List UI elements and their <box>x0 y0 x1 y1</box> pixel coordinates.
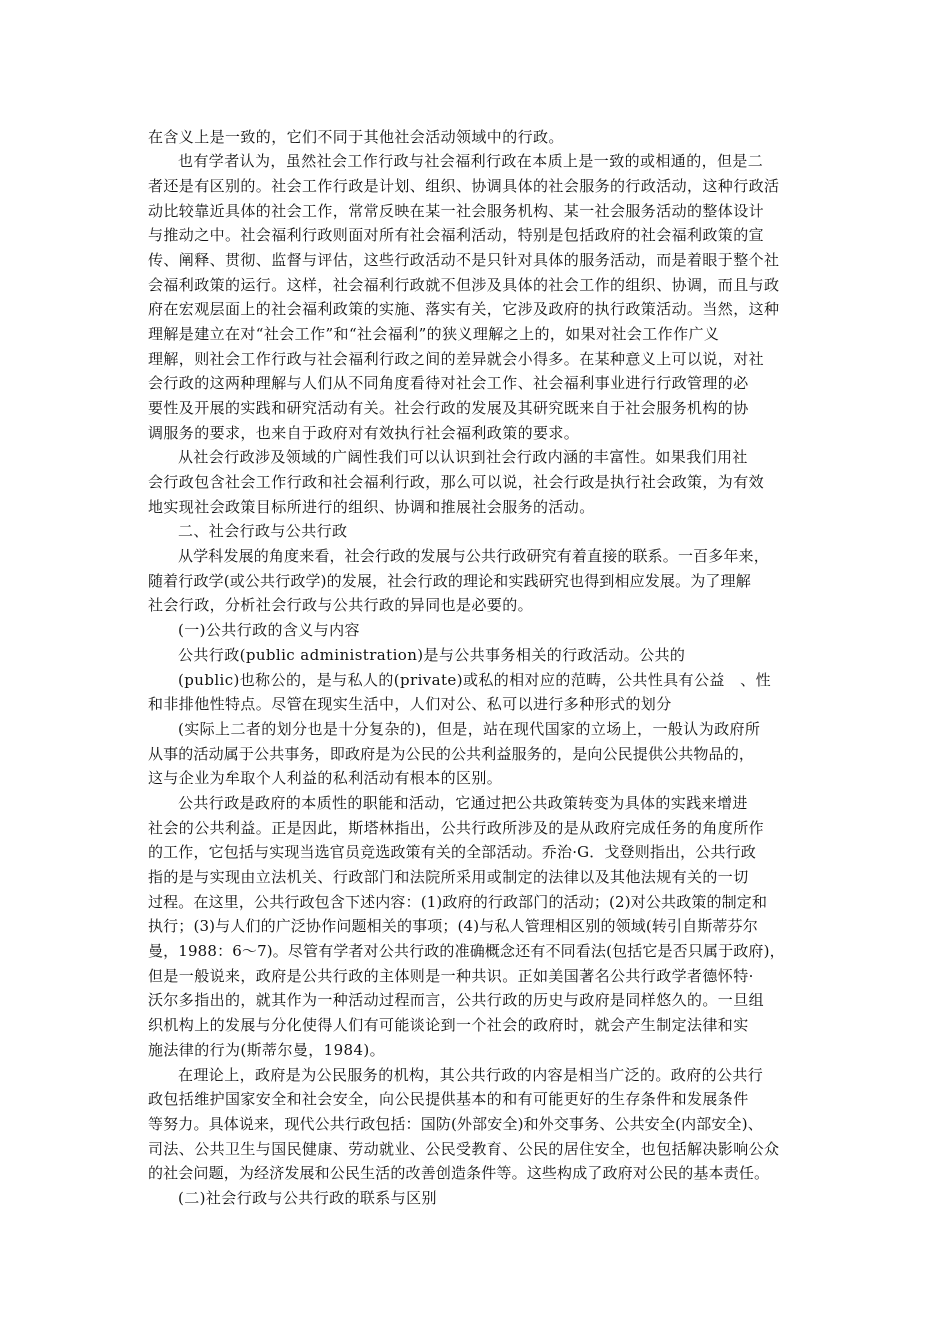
text-line: (public)也称公的，是与私人的(private)或私的相对应的范畴，公共性具有公益 、性 <box>178 671 771 689</box>
text-line: 等努力。具体说来，现代公共行政包括：国防(外部安全)和外交事务、公共安全(内部安全)、 <box>148 1115 763 1133</box>
paragraph-start: 从学科发展的角度来看，社会行政的发展与公共行政研究有着直接的联系。一百多年来， <box>178 547 769 565</box>
text-line: 在含义上是一致的，它们不同于其他社会活动领域中的行政。 <box>148 128 564 146</box>
text-line: 社会的公共利益。正是因此，斯塔林指出，公共行政所涉及的是从政府完成任务的角度所作 <box>148 819 765 837</box>
text-line: 要性及开展的实践和研究活动有关。社会行政的发展及其研究既来自于社会服务机构的协 <box>148 399 749 417</box>
text-line: 政包括维护国家安全和社会安全，向公民提供基本的和有可能更好的生存条件和发展条件 <box>148 1090 749 1108</box>
text-line: 社会行政，分析社会行政与公共行政的异同也是必要的。 <box>148 596 534 614</box>
section-heading: 二、社会行政与公共行政 <box>178 522 348 540</box>
text-line: 织机构上的发展与分化使得人们有可能谈论到一个社会的政府时，就会产生制定法律和实 <box>148 1016 749 1034</box>
text-line: 理解是建立在对“社会工作”和“社会福利”的狭义理解之上的，如果对社会工作作广义 <box>148 325 720 343</box>
text-line: (实际上二者的划分也是十分复杂的)，但是，站在现代国家的立场上，一般认为政府所 <box>178 720 761 738</box>
text-line: 理解，则社会工作行政与社会福利行政之间的差异就会小得多。在某种意义上可以说，对社 <box>148 350 765 368</box>
text-line: 地实现社会政策目标所进行的组织、协调和推展社会服务的活动。 <box>148 498 595 516</box>
text-line: 这与企业为牟取个人利益的私利活动有根本的区别。 <box>148 769 503 787</box>
text-line: 者还是有区别的。社会工作行政是计划、组织、协调具体的社会服务的行政活动，这种行政活 <box>148 177 780 195</box>
text-line: 会福利政策的运行。这样，社会福利行政就不但涉及具体的社会工作的组织、协调，而且与政 <box>148 276 780 294</box>
paragraph-start: 在理论上，政府是为公民服务的机构，其公共行政的内容是相当广泛的。政府的公共行 <box>178 1066 764 1084</box>
paragraph-start: 也有学者认为，虽然社会工作行政与社会福利行政在本质上是一致的或相通的，但是二 <box>178 152 764 170</box>
subsection-heading: (二)社会行政与公共行政的联系与区别 <box>178 1189 437 1207</box>
text-line: 传、阐释、贯彻、监督与评估，这些行政活动不是只针对具体的服务活动，而是着眼于整个社 <box>148 251 780 269</box>
text-line: 沃尔多指出的，就其作为一种活动过程而言，公共行政的历史与政府是同样悠久的。一旦组 <box>148 991 765 1009</box>
text-line: 从事的活动属于公共事务，即政府是为公民的公共利益服务的，是向公民提供公共物品的， <box>148 745 755 763</box>
paragraph-start: 从社会行政涉及领域的广阔性我们可以认识到社会行政内涵的丰富性。如果我们用社 <box>178 448 748 466</box>
text-line: 动比较靠近具体的社会工作，常常反映在某一社会服务机构、某一社会服务活动的整体设计 <box>148 202 765 220</box>
text-line: 但是一般说来，政府是公共行政的主体则是一种共识。正如美国著名公共行政学者德怀特· <box>148 967 754 985</box>
text-line: 指的是与实现由立法机关、行政部门和法院所采用或制定的法律以及其他法规有关的一切 <box>148 868 749 886</box>
text-line: 会行政包含社会工作行政和社会福利行政，那么可以说，社会行政是执行社会政策，为有效 <box>148 473 765 491</box>
text-line: 执行；(3)与人们的广泛协作问题相关的事项；(4)与私人管理相区别的领域(转引自斯蒂芬尔 <box>148 917 758 935</box>
text-line: 随着行政学(或公共行政学)的发展，社会行政的理论和实践研究也得到相应发展。为了理解 <box>148 572 751 590</box>
text-line: 的工作，它包括与实现当选官员竞选政策有关的全部活动。乔治·G．戈登则指出，公共行政 <box>148 843 756 861</box>
text-line: 调服务的要求，也来自于政府对有效执行社会福利政策的要求。 <box>148 424 580 442</box>
subsection-heading: (一)公共行政的含义与内容 <box>178 621 360 639</box>
paragraph-start: 公共行政(public administration)是与公共事务相关的行政活动。公共的 <box>178 646 686 664</box>
text-line: 施法律的行为(斯蒂尔曼，1984)。 <box>148 1041 386 1059</box>
text-line: 的社会问题，为经济发展和公民生活的改善创造条件等。这些构成了政府对公民的基本责任。 <box>148 1164 770 1182</box>
text-line: 和非排他性特点。尽管在现实生活中，人们对公、私可以进行多种形式的划分 <box>148 695 672 713</box>
text-line: 司法、公共卫生与国民健康、劳动就业、公民受教育、公民的居住安全，也包括解决影响公众 <box>148 1140 780 1158</box>
text-line: 过程。在这里，公共行政包含下述内容：(1)政府的行政部门的活动；(2)对公共政策的制定和 <box>148 893 768 911</box>
paragraph-start: 公共行政是政府的本质性的职能和活动，它通过把公共政策转变为具体的实践来增进 <box>178 794 748 812</box>
text-line: 与推动之中。社会福利行政则面对所有社会福利活动，特别是包括政府的社会福利政策的宣 <box>148 226 765 244</box>
text-line: 曼，1988：6～7)。尽管有学者对公共行政的准确概念还有不同看法(包括它是否只属于政府)， <box>148 942 785 960</box>
text-line: 会行政的这两种理解与人们从不同角度看待对社会工作、社会福利事业进行行政管理的必 <box>148 374 749 392</box>
text-line: 府在宏观层面上的社会福利政策的实施、落实有关，它涉及政府的执行政策活动。当然，这种 <box>148 300 780 318</box>
